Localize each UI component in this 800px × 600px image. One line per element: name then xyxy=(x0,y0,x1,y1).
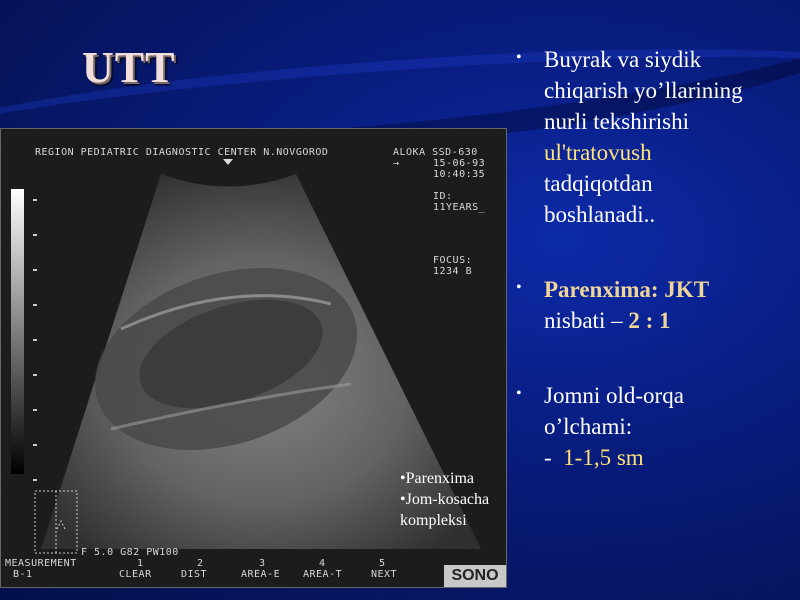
us-arrow: → xyxy=(393,158,400,169)
us-menu-next: NEXT xyxy=(371,569,398,580)
us-menu-num-5: 5 xyxy=(379,558,386,569)
slide-title: UTT xyxy=(82,43,176,92)
highlight-text: Parenxima: JKT xyxy=(544,277,710,302)
bullet-item: • Buyrak va siydik chiqarish yo’llarining nurli tekshirishi ul'tratovush tadqiqotdan boshlanadi.. xyxy=(512,44,797,230)
bullet-dot-icon: • xyxy=(516,49,522,66)
us-date: 15-06-93 xyxy=(433,158,486,169)
caption-item: •Jom-kosacha xyxy=(400,491,490,508)
us-menu-clear: CLEAR xyxy=(119,569,152,580)
us-focus-label: FOCUS: xyxy=(433,255,473,266)
bullet-dot-icon: • xyxy=(516,279,522,296)
grayscale-bar xyxy=(11,189,24,474)
us-focus-value: 1234 B xyxy=(433,266,473,277)
ratio-value: 2 : 1 xyxy=(628,308,671,333)
us-menu-num-2: 2 xyxy=(197,558,204,569)
us-menu-area-t: AREA-T xyxy=(303,569,343,580)
bullet-dot-icon: • xyxy=(516,385,522,402)
image-caption xyxy=(400,468,489,531)
us-time: 10:40:35 xyxy=(433,169,486,180)
size-value: 1-1,5 sm xyxy=(563,445,644,470)
caption-item: •Parenxima xyxy=(400,470,475,487)
us-device: ALOKA SSD-630 xyxy=(393,147,478,158)
us-menu-area-e: AREA-E xyxy=(241,569,281,580)
us-menu-dist: DIST xyxy=(181,569,208,580)
bullet-item: • Parenxima: JKT nisbati – 2 : 1 xyxy=(512,274,797,336)
sono-brand-badge: SONO xyxy=(444,565,506,587)
us-id-label: ID: xyxy=(433,191,453,202)
bullet-item: • Jomni old-orqa o’lchami: - 1-1,5 sm xyxy=(512,380,797,473)
caption-item: kompleksi xyxy=(400,512,467,529)
us-measurement-label: MEASUREMENT xyxy=(5,558,77,569)
us-id-value: 11YEARS_ xyxy=(433,202,486,213)
us-header: REGION PEDIATRIC DIAGNOSTIC CENTER N.NOVGOROD xyxy=(35,147,329,158)
us-mode: B-1 xyxy=(13,569,33,580)
us-menu-num-1: 1 xyxy=(137,558,144,569)
us-params: F 5.0 G82 PW100 xyxy=(81,547,179,558)
highlight-text: ul'tratovush xyxy=(544,140,652,165)
us-menu-num-3: 3 xyxy=(259,558,266,569)
bullet-list xyxy=(512,44,797,473)
us-menu-num-4: 4 xyxy=(319,558,326,569)
